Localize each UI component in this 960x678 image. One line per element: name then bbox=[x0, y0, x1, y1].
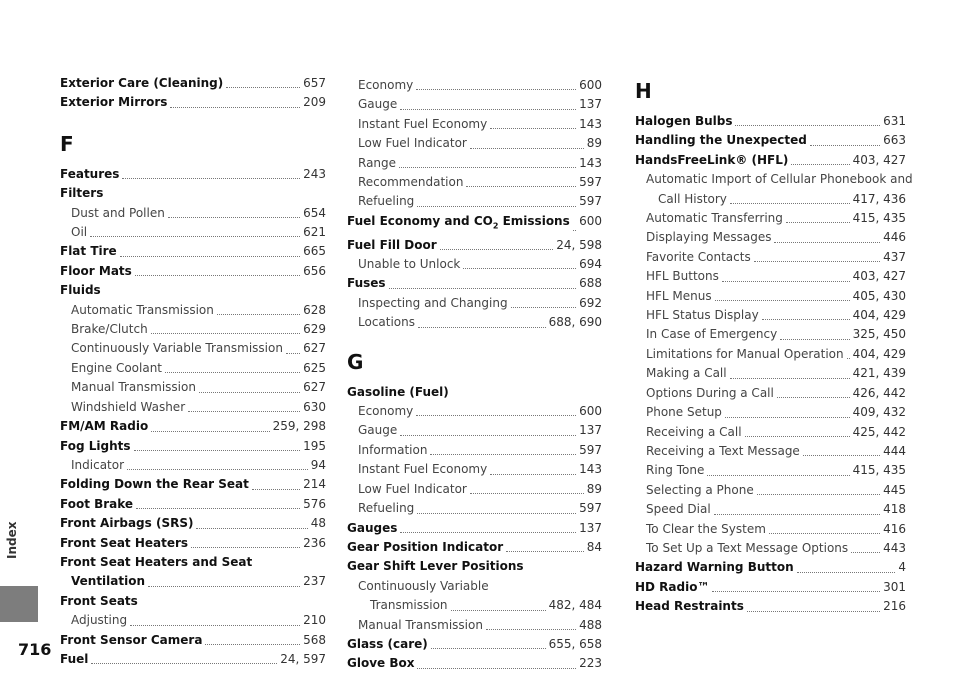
index-entry[interactable]: Fuel 24, 597 bbox=[60, 651, 326, 666]
index-entry[interactable]: HD Radio™ 301 bbox=[635, 579, 906, 594]
index-subentry[interactable]: To Clear the System 416 bbox=[646, 521, 906, 536]
index-subentry[interactable]: Brake/Clutch 629 bbox=[71, 322, 326, 337]
index-entry[interactable]: Floor Mats 656 bbox=[60, 263, 326, 278]
index-column-3 bbox=[635, 74, 913, 617]
index-subentry[interactable]: Economy 600 bbox=[358, 404, 602, 419]
section-letter-h: H bbox=[635, 79, 652, 103]
index-entry[interactable]: Ventilation 237 bbox=[71, 574, 326, 589]
index-entry[interactable]: Gear Position Indicator 84 bbox=[347, 539, 602, 554]
index-subentry[interactable]: Receiving a Call 425, 442 bbox=[646, 424, 906, 439]
index-entry[interactable]: Fuel Fill Door 24, 598 bbox=[347, 237, 602, 252]
index-heading: Fluids bbox=[60, 283, 101, 298]
index-heading: Front Seat Heaters and Seat bbox=[60, 554, 253, 569]
index-subentry[interactable]: HFL Status Display 404, 429 bbox=[646, 308, 906, 323]
index-subentry[interactable]: Recommendation 597 bbox=[358, 175, 602, 190]
index-subentry[interactable]: Transmission 482, 484 bbox=[370, 598, 602, 613]
index-side-tab bbox=[0, 586, 38, 622]
index-subentry[interactable]: Gauge 137 bbox=[358, 423, 602, 438]
index-entry[interactable]: Gauges 137 bbox=[347, 520, 602, 535]
index-subentry[interactable]: Economy 600 bbox=[358, 78, 602, 92]
index-subentry[interactable]: Phone Setup 409, 432 bbox=[646, 405, 906, 420]
index-heading: Gear Shift Lever Positions bbox=[347, 559, 524, 574]
index-subheading: Continuously Variable bbox=[358, 578, 489, 593]
index-entry[interactable]: FM/AM Radio 259, 298 bbox=[60, 419, 326, 434]
index-entry[interactable]: Flat Tire 665 bbox=[60, 244, 326, 259]
index-subentry[interactable]: Low Fuel Indicator 89 bbox=[358, 136, 602, 151]
index-subentry[interactable]: Instant Fuel Economy 143 bbox=[358, 116, 602, 131]
index-subentry[interactable]: In Case of Emergency 325, 450 bbox=[646, 327, 906, 342]
index-subentry[interactable]: Indicator 94 bbox=[71, 457, 326, 472]
index-subentry[interactable]: Options During a Call 426, 442 bbox=[646, 385, 906, 400]
index-subentry[interactable]: Information 597 bbox=[358, 442, 602, 457]
index-subentry[interactable]: Dust and Pollen 654 bbox=[71, 205, 326, 220]
index-column-1 bbox=[60, 74, 326, 669]
index-subentry[interactable]: Speed Dial 418 bbox=[646, 502, 906, 517]
index-tab-label: Index bbox=[5, 521, 19, 559]
index-subentry[interactable]: To Set Up a Text Message Options 443 bbox=[646, 540, 906, 555]
index-subentry[interactable]: Gauge 137 bbox=[358, 97, 602, 112]
index-entry[interactable]: Glass (care) 655, 658 bbox=[347, 636, 602, 651]
index-entry[interactable]: Front Airbags (SRS) 48 bbox=[60, 516, 326, 531]
index-subentry[interactable]: Refueling 597 bbox=[358, 194, 602, 209]
index-heading: Gasoline (Fuel) bbox=[347, 384, 449, 399]
index-subentry[interactable]: Selecting a Phone 445 bbox=[646, 482, 906, 497]
index-entry[interactable]: Fuel Economy and $CO_2$ Emissions 600 bbox=[347, 213, 602, 231]
index-subentry[interactable]: HFL Buttons 403, 427 bbox=[646, 269, 906, 284]
index-subentry[interactable]: Inspecting and Changing 692 bbox=[358, 295, 602, 310]
page-number: 716 bbox=[18, 640, 52, 659]
index-entry[interactable]: Halogen Bulbs 631 bbox=[635, 114, 906, 128]
index-subheading: Automatic Import of Cellular Phonebook and bbox=[646, 172, 913, 187]
index-subentry[interactable]: Low Fuel Indicator 89 bbox=[358, 481, 602, 496]
index-entry[interactable]: Features 243 bbox=[60, 166, 326, 181]
index-subentry[interactable]: HFL Menus 405, 430 bbox=[646, 288, 906, 303]
index-entry[interactable]: Front Seat Heaters 236 bbox=[60, 535, 326, 550]
index-entry[interactable]: Foot Brake 576 bbox=[60, 496, 326, 511]
index-heading: Front Seats bbox=[60, 593, 138, 608]
index-entry[interactable]: Hazard Warning Button 4 bbox=[635, 560, 906, 575]
index-subentry[interactable]: Automatic Transmission 628 bbox=[71, 302, 326, 317]
index-subentry[interactable]: Continuously Variable Transmission 627 bbox=[71, 341, 326, 356]
index-entry[interactable]: Head Restraints 216 bbox=[635, 599, 906, 614]
index-subentry[interactable]: Range 143 bbox=[358, 155, 602, 170]
index-subentry[interactable]: Instant Fuel Economy 143 bbox=[358, 462, 602, 477]
index-subentry[interactable]: Locations 688, 690 bbox=[358, 315, 602, 330]
index-entry[interactable]: Glove Box 223 bbox=[347, 656, 602, 671]
index-entry[interactable]: Exterior Care (Cleaning) 657 bbox=[60, 76, 326, 90]
index-subentry[interactable]: Adjusting 210 bbox=[71, 613, 326, 628]
index-subentry[interactable]: Engine Coolant 625 bbox=[71, 360, 326, 375]
index-subentry[interactable]: Manual Transmission 627 bbox=[71, 380, 326, 395]
index-subentry[interactable]: Displaying Messages 446 bbox=[646, 230, 906, 245]
index-column-2 bbox=[347, 76, 602, 674]
index-subentry[interactable]: Automatic Transferring 415, 435 bbox=[646, 211, 906, 226]
section-letter-f: F bbox=[60, 131, 74, 156]
index-subentry[interactable]: Call History 417, 436 bbox=[658, 191, 906, 206]
index-subentry[interactable]: Manual Transmission 488 bbox=[358, 617, 602, 632]
index-subentry[interactable]: Oil 621 bbox=[71, 225, 326, 240]
index-subentry[interactable]: Receiving a Text Message 444 bbox=[646, 443, 906, 458]
index-subentry[interactable]: Making a Call 421, 439 bbox=[646, 366, 906, 381]
index-heading: Filters bbox=[60, 186, 104, 201]
index-subentry[interactable]: Unable to Unlock 694 bbox=[358, 257, 602, 272]
section-letter-g: G bbox=[347, 349, 364, 374]
index-subentry[interactable]: Refueling 597 bbox=[358, 501, 602, 516]
index-subentry[interactable]: Windshield Washer 630 bbox=[71, 399, 326, 414]
index-entry[interactable]: HandsFreeLink® (HFL) 403, 427 bbox=[635, 152, 906, 167]
index-entry[interactable]: Folding Down the Rear Seat 214 bbox=[60, 477, 326, 492]
index-subentry[interactable]: Ring Tone 415, 435 bbox=[646, 463, 906, 478]
index-entry[interactable]: Front Sensor Camera 568 bbox=[60, 632, 326, 647]
index-entry[interactable]: Fog Lights 195 bbox=[60, 438, 326, 453]
index-entry[interactable]: Handling the Unexpected 663 bbox=[635, 133, 906, 148]
index-entry[interactable]: Exterior Mirrors 209 bbox=[60, 95, 326, 110]
index-subentry[interactable]: Limitations for Manual Operation 404, 429 bbox=[646, 346, 906, 361]
index-entry[interactable]: Fuses 688 bbox=[347, 276, 602, 291]
index-subentry[interactable]: Favorite Contacts 437 bbox=[646, 249, 906, 264]
